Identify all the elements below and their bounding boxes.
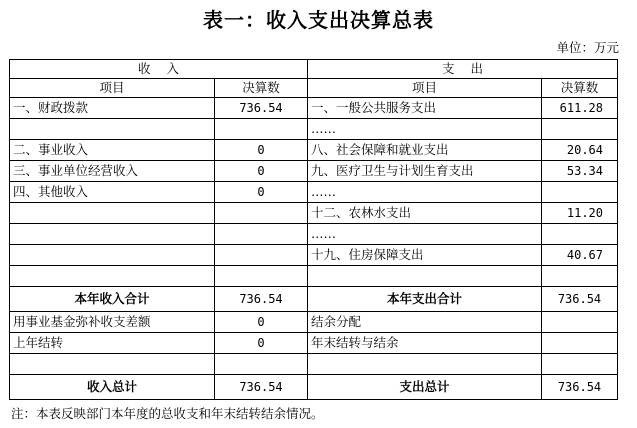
income-value-cell: 0 bbox=[215, 312, 308, 333]
expense-value-cell bbox=[542, 312, 618, 333]
table-row bbox=[10, 224, 618, 245]
unit-label: 单位：万元 bbox=[556, 40, 619, 55]
expense-section-header: 支 出 bbox=[308, 60, 618, 79]
budget-summary-table bbox=[9, 59, 618, 400]
grand-total-row bbox=[10, 375, 618, 400]
income-value-cell bbox=[215, 266, 308, 287]
expense-item-cell: …… bbox=[308, 182, 542, 203]
expense-value-cell bbox=[542, 333, 618, 354]
income-value-cell: 736.54 bbox=[215, 98, 308, 119]
expense-item-cell bbox=[308, 266, 542, 287]
income-item-cell bbox=[10, 266, 215, 287]
income-value-cell bbox=[215, 354, 308, 375]
income-item-cell: 一、财政拨款 bbox=[10, 98, 215, 119]
table-title: 表一：收入支出决算总表 bbox=[203, 8, 434, 32]
expense-value-cell bbox=[542, 354, 618, 375]
income-value-cell: 0 bbox=[215, 333, 308, 354]
expense-year-total-value: 736.54 bbox=[542, 287, 618, 312]
table-row bbox=[10, 119, 618, 140]
table-row bbox=[10, 98, 618, 119]
section-header-row bbox=[10, 60, 618, 79]
income-grand-total-label: 收入总计 bbox=[10, 375, 215, 400]
table-row bbox=[10, 203, 618, 224]
table-body bbox=[10, 98, 618, 287]
expense-item-cell bbox=[308, 354, 542, 375]
table-row bbox=[10, 140, 618, 161]
income-value-cell bbox=[215, 119, 308, 140]
expense-item-cell: …… bbox=[308, 119, 542, 140]
income-item-cell bbox=[10, 119, 215, 140]
income-item-cell bbox=[10, 354, 215, 375]
income-amount-header: 决算数 bbox=[215, 79, 308, 98]
expense-item-cell: 年末结转与结余 bbox=[308, 333, 542, 354]
expense-item-cell: 十二、农林水支出 bbox=[308, 203, 542, 224]
expense-value-cell bbox=[542, 224, 618, 245]
table-extra-body bbox=[10, 312, 618, 375]
income-grand-total-value: 736.54 bbox=[215, 375, 308, 400]
expense-item-cell: …… bbox=[308, 224, 542, 245]
income-item-cell: 上年结转 bbox=[10, 333, 215, 354]
income-item-cell bbox=[10, 203, 215, 224]
table-row bbox=[10, 161, 618, 182]
expense-year-total-label: 本年支出合计 bbox=[308, 287, 542, 312]
income-item-header: 项目 bbox=[10, 79, 215, 98]
income-item-cell: 二、事业收入 bbox=[10, 140, 215, 161]
income-value-cell bbox=[215, 224, 308, 245]
expense-value-cell: 40.67 bbox=[542, 245, 618, 266]
expense-grand-total-label: 支出总计 bbox=[308, 375, 542, 400]
income-value-cell bbox=[215, 245, 308, 266]
income-section-header: 收 入 bbox=[10, 60, 308, 79]
table-row bbox=[10, 354, 618, 375]
year-total-row bbox=[10, 287, 618, 312]
expense-item-cell: 九、医疗卫生与计划生育支出 bbox=[308, 161, 542, 182]
income-year-total-value: 736.54 bbox=[215, 287, 308, 312]
expense-value-cell: 611.28 bbox=[542, 98, 618, 119]
table-row bbox=[10, 312, 618, 333]
expense-value-cell: 20.64 bbox=[542, 140, 618, 161]
table-row bbox=[10, 266, 618, 287]
expense-item-header: 项目 bbox=[308, 79, 542, 98]
expense-item-cell: 一、一般公共服务支出 bbox=[308, 98, 542, 119]
income-item-cell: 三、事业单位经营收入 bbox=[10, 161, 215, 182]
footnote: 注：本表反映部门本年度的总收支和年末结转结余情况。 bbox=[11, 406, 324, 421]
income-item-cell: 四、其他收入 bbox=[10, 182, 215, 203]
expense-value-cell: 11.20 bbox=[542, 203, 618, 224]
income-value-cell bbox=[215, 203, 308, 224]
table-row bbox=[10, 245, 618, 266]
expense-item-cell: 结余分配 bbox=[308, 312, 542, 333]
column-header-row bbox=[10, 79, 618, 98]
income-value-cell: 0 bbox=[215, 161, 308, 182]
table-row bbox=[10, 333, 618, 354]
expense-amount-header: 决算数 bbox=[542, 79, 618, 98]
expense-value-cell bbox=[542, 119, 618, 140]
income-item-cell: 用事业基金弥补收支差额 bbox=[10, 312, 215, 333]
income-item-cell bbox=[10, 224, 215, 245]
expense-item-cell: 十九、住房保障支出 bbox=[308, 245, 542, 266]
income-year-total-label: 本年收入合计 bbox=[10, 287, 215, 312]
income-value-cell: 0 bbox=[215, 182, 308, 203]
expense-value-cell bbox=[542, 182, 618, 203]
income-item-cell bbox=[10, 245, 215, 266]
expense-item-cell: 八、社会保障和就业支出 bbox=[308, 140, 542, 161]
expense-value-cell bbox=[542, 266, 618, 287]
expense-grand-total-value: 736.54 bbox=[542, 375, 618, 400]
income-value-cell: 0 bbox=[215, 140, 308, 161]
table-row bbox=[10, 182, 618, 203]
expense-value-cell: 53.34 bbox=[542, 161, 618, 182]
